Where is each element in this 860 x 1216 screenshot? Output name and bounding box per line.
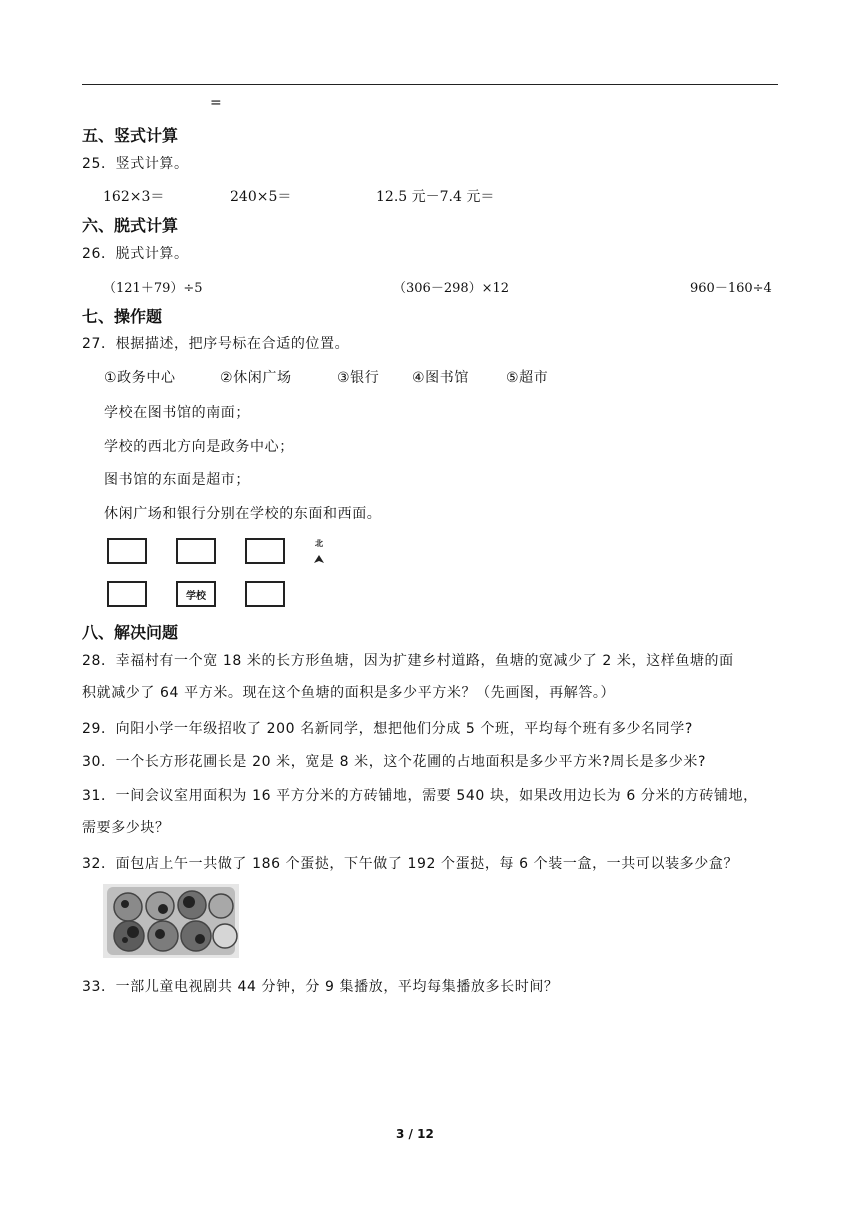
north-label: 北 bbox=[315, 539, 323, 548]
question-26-stem: 26．脱式计算。 bbox=[82, 246, 189, 262]
q27-clue-1: 学校在图书馆的南面； bbox=[104, 405, 250, 421]
q26-item-2: （306－298）×12 bbox=[393, 281, 510, 296]
q31-line-2: 需要多少块？ bbox=[82, 820, 170, 836]
section-heading-6: 六、脱式计算 bbox=[82, 216, 179, 235]
q27-option-5: ⑤超市 bbox=[506, 370, 549, 386]
question-27-stem: 27．根据描述，把序号标在合适的位置。 bbox=[82, 336, 350, 352]
q25-item-2: 240×5＝ bbox=[230, 189, 292, 205]
q32-text: 32．面包店上午一共做了 186 个蛋挞，下午做了 192 个蛋挞，每 6 个装一盒，一共可以装多少盒？ bbox=[82, 856, 739, 872]
section-heading-7: 七、操作题 bbox=[82, 307, 163, 326]
q30-text: 30．一个长方形花圃长是 20 米，宽是 8 米，这个花圃的占地面积是多少平方米?周长是多少米? bbox=[82, 754, 706, 770]
q25-item-3: 12.5 元－7.4 元＝ bbox=[376, 189, 495, 205]
map-box-school: 学校 bbox=[176, 581, 216, 607]
q27-option-2: ②休闲广场 bbox=[220, 370, 292, 386]
q31-line-1: 31．一间会议室用面积为 16 平方分米的方砖铺地，需要 540 块，如果改用边长为 6 分米的方砖铺地， bbox=[82, 788, 758, 804]
egg-tart-photo bbox=[103, 884, 239, 958]
north-compass bbox=[313, 539, 325, 567]
q29-text: 29．向阳小学一年级招收了 200 名新同学，想把他们分成 5 个班，平均每个班有多少名同学? bbox=[82, 721, 693, 737]
q27-option-4: ④图书馆 bbox=[412, 370, 469, 386]
q27-clue-4: 休闲广场和银行分别在学校的东面和西面。 bbox=[104, 506, 382, 522]
q27-clue-2: 学校的西北方向是政务中心； bbox=[104, 439, 294, 455]
q27-option-3: ③银行 bbox=[337, 370, 380, 386]
q26-item-3: 960－160÷4 bbox=[690, 281, 772, 296]
page-number: 3 / 12 bbox=[396, 1127, 434, 1141]
q28-line-2: 积就减少了 64 平方米。现在这个鱼塘的面积是多少平方米？（先画图，再解答。） bbox=[82, 685, 616, 701]
map-box-west[interactable] bbox=[107, 581, 147, 607]
equals-sign: = bbox=[210, 95, 222, 111]
map-box-north[interactable] bbox=[176, 538, 216, 564]
q25-item-1: 162×3＝ bbox=[103, 189, 165, 205]
top-rule bbox=[82, 84, 778, 85]
q26-item-1: （121＋79）÷5 bbox=[103, 281, 203, 296]
q28-line-1: 28．幸福村有一个宽 18 米的长方形鱼塘，因为扩建乡村道路，鱼塘的宽减少了 2 米，这样鱼塘的面 bbox=[82, 653, 734, 669]
q33-text: 33．一部儿童电视剧共 44 分钟，分 9 集播放，平均每集播放多长时间？ bbox=[82, 979, 559, 995]
map-box-east[interactable] bbox=[245, 581, 285, 607]
section-heading-5: 五、竖式计算 bbox=[82, 126, 179, 145]
map-box-northwest[interactable] bbox=[107, 538, 147, 564]
q27-option-1: ①政务中心 bbox=[104, 370, 176, 386]
north-arrow-icon bbox=[314, 555, 324, 563]
map-box-northeast[interactable] bbox=[245, 538, 285, 564]
section-heading-8: 八、解决问题 bbox=[82, 623, 179, 642]
q27-clue-3: 图书馆的东面是超市； bbox=[104, 472, 250, 488]
question-25-stem: 25．竖式计算。 bbox=[82, 156, 189, 172]
